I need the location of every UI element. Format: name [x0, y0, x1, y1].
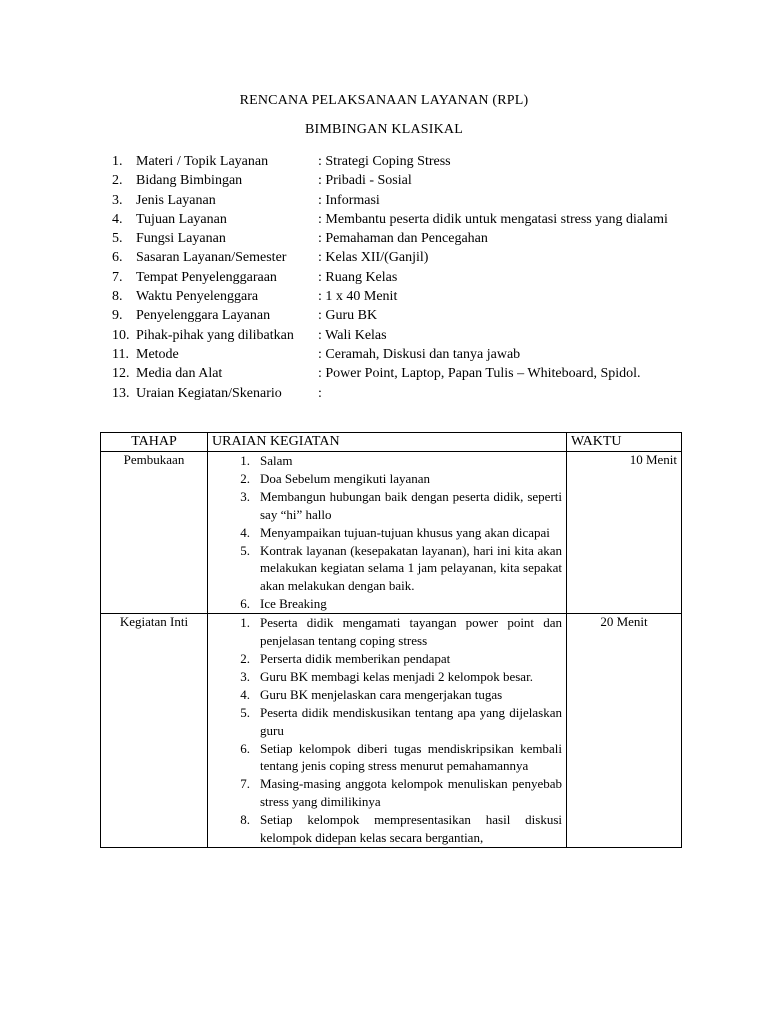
step-text: Kontrak layanan (kesepakatan layanan), hari ini kita akan melakukan kegiatan selama 1 jam pelayanan, kita sepakat akan melakukan dengan baik.: [260, 542, 562, 594]
list-item: [226, 811, 562, 847]
info-number: 2.: [112, 173, 123, 189]
info-value: : Guru BK: [318, 308, 378, 324]
step-number: 1.: [240, 615, 250, 631]
activity-table: [100, 432, 682, 848]
step-number: 4.: [240, 686, 250, 702]
list-item: [226, 740, 562, 776]
info-label: Materi / Topik Layanan: [136, 154, 269, 169]
info-row: [112, 229, 672, 248]
info-number: 7.: [112, 269, 123, 285]
info-label: Fungsi Layanan: [136, 231, 226, 247]
info-value: : Ruang Kelas: [318, 269, 398, 285]
info-label: Sasaran Layanan/Semester: [136, 250, 287, 266]
info-number: 8.: [112, 289, 123, 305]
info-value: : Pribadi - Sosial: [318, 173, 412, 189]
table-header-row: [101, 433, 682, 452]
info-row: [112, 364, 672, 383]
step-number: 2.: [240, 470, 250, 486]
info-row: [112, 191, 672, 210]
info-number: 1.: [112, 154, 123, 169]
step-text: Menyampaikan tujuan-tujuan khusus yang akan dicapai: [260, 524, 550, 540]
list-item: [226, 704, 562, 740]
step-text: Masing-masing anggota kelompok menuliskan penyebab stress yang dimilikinya: [260, 776, 562, 810]
step-text: Guru BK membagi kelas menjadi 2 kelompok besar.: [260, 668, 533, 684]
list-item: [226, 686, 562, 704]
info-value: : Ceramah, Diskusi dan tanya jawab: [318, 346, 521, 362]
stage-cell: Kegiatan Inti: [101, 614, 208, 848]
info-number: 10.: [112, 327, 130, 343]
info-label: Metode: [136, 346, 179, 362]
step-number: 5.: [240, 542, 250, 558]
document-subtitle: BIMBINGAN KLASIKAL: [305, 122, 463, 137]
info-row: [112, 306, 672, 325]
list-item: [226, 488, 562, 524]
step-list: [212, 452, 562, 613]
info-number: 5.: [112, 231, 123, 247]
list-item: [226, 542, 562, 596]
info-value: : Kelas XII/(Ganjil): [318, 250, 429, 266]
info-row: [112, 248, 672, 267]
list-item: [226, 775, 562, 811]
info-row: [112, 171, 672, 190]
list-item: [226, 614, 562, 650]
step-number: 6.: [240, 740, 250, 756]
step-text: Setiap kelompok mempresentasikan hasil diskusi kelompok didepan kelas secara bergantian,: [260, 812, 562, 846]
table-row: [101, 614, 682, 848]
info-number: 3.: [112, 192, 123, 208]
info-list: [112, 152, 672, 403]
list-item: [226, 470, 562, 488]
info-value: : Pemahaman dan Pencegahan: [318, 231, 488, 247]
info-number: 12.: [112, 366, 130, 382]
info-label: Jenis Layanan: [136, 192, 216, 208]
step-number: 1.: [240, 453, 250, 468]
info-row: [112, 326, 672, 345]
header-uraian-kegiatan: URAIAN KEGIATAN: [208, 433, 567, 452]
step-text: Guru BK menjelaskan cara mengerjakan tugas: [260, 686, 503, 702]
info-label: Waktu Penyelenggara: [136, 289, 259, 305]
header-waktu: WAKTU: [567, 433, 682, 452]
step-text: Salam: [260, 453, 293, 468]
info-row: [112, 268, 672, 287]
info-label: Pihak-pihak yang dilibatkan: [136, 327, 294, 343]
step-number: 3.: [240, 488, 250, 504]
activity-cell: [208, 614, 567, 848]
step-text: Membangun hubungan baik dengan peserta didik, seperti say “hi” hallo: [260, 488, 562, 522]
step-number: 6.: [240, 596, 250, 612]
info-value: : Informasi: [318, 192, 380, 208]
step-text: Setiap kelompok diberi tugas mendiskripsikan kembali tentang jenis coping stress menurut pemahamannya: [260, 740, 562, 774]
step-number: 4.: [240, 524, 250, 540]
list-item: [226, 668, 562, 686]
step-list: [212, 614, 562, 847]
list-item: [226, 524, 562, 542]
info-label: Media dan Alat: [136, 366, 223, 382]
info-row: [112, 287, 672, 306]
info-row: [112, 152, 672, 171]
header-tahap: TAHAP: [101, 433, 208, 452]
list-item: [226, 452, 562, 470]
step-number: 2.: [240, 650, 250, 666]
step-text: Doa Sebelum mengikuti layanan: [260, 470, 431, 486]
info-row: [112, 210, 672, 229]
table-row: [101, 452, 682, 614]
time-cell: 20 Menit: [567, 614, 682, 848]
step-text: Peserta didik mengamati tayangan power point dan penjelasan tentang coping stress: [260, 615, 562, 649]
step-number: 7.: [240, 776, 250, 792]
stage-cell: Pembukaan: [101, 452, 208, 614]
step-number: 3.: [240, 668, 250, 684]
info-value: : Strategi Coping Stress: [318, 154, 451, 169]
info-row: [112, 384, 672, 403]
info-value: : Membantu peserta didik untuk mengatasi stress yang dialami: [318, 211, 668, 227]
info-label: Tujuan Layanan: [136, 211, 227, 227]
info-row: [112, 345, 672, 364]
info-label: Penyelenggara Layanan: [136, 308, 271, 324]
step-text: Ice Breaking: [260, 596, 327, 612]
list-item: [226, 650, 562, 668]
info-label: Tempat Penyelenggaraan: [136, 269, 277, 285]
step-text: Perserta didik memberikan pendapat: [260, 650, 451, 666]
step-text: Peserta didik mendiskusikan tentang apa yang dijelaskan guru: [260, 704, 562, 738]
info-value: : Wali Kelas: [318, 327, 387, 343]
info-value: : 1 x 40 Menit: [318, 289, 398, 305]
info-label: Uraian Kegiatan/Skenario: [136, 385, 282, 401]
step-number: 5.: [240, 704, 250, 720]
info-value: : Power Point, Laptop, Papan Tulis – Whiteboard, Spidol.: [318, 366, 641, 382]
activity-cell: [208, 452, 567, 614]
info-number: 13.: [112, 385, 130, 401]
info-number: 6.: [112, 250, 123, 266]
time-cell: 10 Menit: [567, 452, 682, 614]
document-title: RENCANA PELAKSANAAN LAYANAN (RPL): [239, 93, 529, 108]
list-item: [226, 595, 562, 613]
info-label: Bidang Bimbingan: [136, 173, 243, 189]
info-number: 11.: [112, 346, 129, 362]
step-number: 8.: [240, 812, 250, 828]
info-number: 9.: [112, 308, 123, 324]
info-value: :: [318, 385, 322, 401]
info-number: 4.: [112, 211, 123, 227]
